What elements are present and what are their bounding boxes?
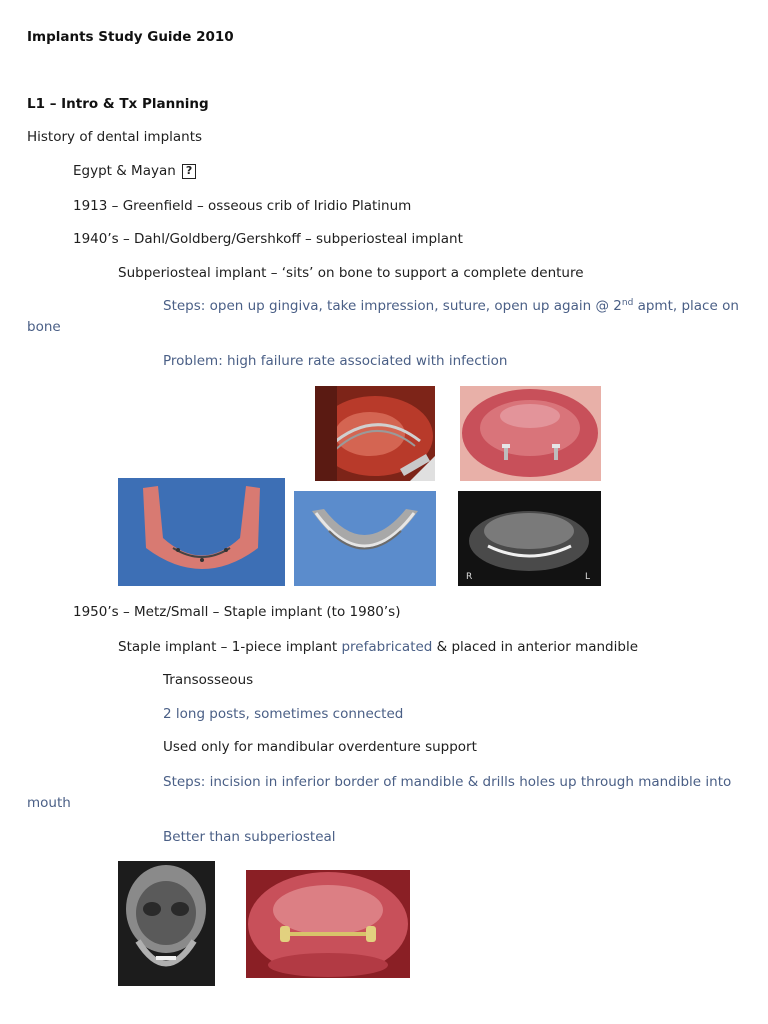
steps-1-text-b: apmt, place on bbox=[633, 298, 739, 314]
staple-mouth-photo bbox=[246, 870, 410, 978]
egypt-mayan-line bbox=[73, 162, 196, 180]
mandible-model-photo bbox=[118, 478, 285, 586]
steps-1-superscript: nd bbox=[621, 298, 634, 308]
mouth-photo-implants bbox=[460, 386, 601, 481]
metal-framework-photo bbox=[294, 491, 436, 586]
xray-label-l: L bbox=[585, 572, 591, 582]
skull-xray bbox=[118, 861, 215, 986]
history-heading: History of dental implants bbox=[27, 129, 203, 145]
line-1950s: 1950’s – Metz/Small – Staple implant (to 1980’s) bbox=[73, 604, 401, 620]
steps-1-text-a: Steps: open up gingiva, take impression, suture, open up again @ 2 bbox=[163, 298, 622, 314]
steps-2-line: Steps: incision in inferior border of mandible & drills holes up through mandible into bbox=[163, 774, 732, 790]
question-mark-box-icon: ? bbox=[182, 164, 196, 179]
staple-prefabricated: prefabricated bbox=[341, 639, 433, 655]
surgical-photo bbox=[315, 386, 435, 481]
staple-implant-line bbox=[118, 638, 638, 656]
egypt-mayan-text: Egypt & Mayan bbox=[73, 163, 176, 179]
used-only-line: Used only for mandibular overdenture support bbox=[163, 739, 477, 755]
steps-2-wrap: mouth bbox=[27, 795, 71, 811]
panoramic-xray bbox=[458, 491, 601, 586]
subperiosteal-line: Subperiosteal implant – ‘sits’ on bone to support a complete denture bbox=[118, 265, 584, 281]
steps-1-wrap: bone bbox=[27, 319, 61, 335]
problem-line: Problem: high failure rate associated with infection bbox=[163, 353, 508, 369]
line-1913: 1913 – Greenfield – osseous crib of Iridio Platinum bbox=[73, 198, 412, 214]
better-line: Better than subperiosteal bbox=[163, 829, 336, 845]
xray-label-r: R bbox=[466, 572, 473, 582]
steps-1-line bbox=[163, 297, 739, 315]
line-1940s: 1940’s – Dahl/Goldberg/Gershkoff – subperiosteal implant bbox=[73, 231, 463, 247]
staple-text-a: Staple implant – 1-piece implant bbox=[118, 639, 342, 655]
staple-text-c: & placed in anterior mandible bbox=[432, 639, 639, 655]
posts-line: 2 long posts, sometimes connected bbox=[163, 706, 404, 722]
transosseous-line: Transosseous bbox=[163, 672, 254, 688]
section-heading: L1 – Intro & Tx Planning bbox=[27, 96, 209, 112]
document-title: Implants Study Guide 2010 bbox=[27, 29, 234, 45]
